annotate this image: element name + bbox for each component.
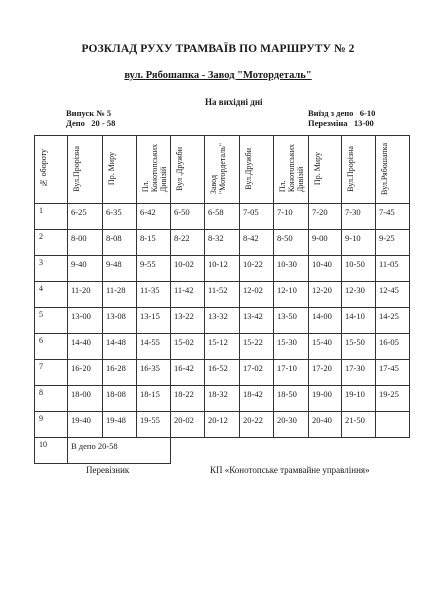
column-header-label: Вул.Дружби — [244, 147, 253, 190]
depot-return — [66, 118, 115, 128]
column-header-label: Пл. Конотопських Дивізій — [278, 144, 305, 193]
departure-time: 9-48 — [103, 256, 137, 282]
departure-time: 19-10 — [342, 386, 376, 412]
departure-time: 13-08 — [103, 308, 137, 334]
table-row — [35, 360, 410, 386]
departure-time: 17-30 — [342, 360, 376, 386]
departure-time: 16-35 — [137, 360, 171, 386]
departure-time: 18-15 — [137, 386, 171, 412]
departure-time: 10-02 — [171, 256, 205, 282]
departure-time: 11-42 — [171, 282, 205, 308]
departure-time: 10-30 — [274, 256, 309, 282]
departure-time: 16-52 — [205, 360, 240, 386]
shift-change — [308, 118, 375, 128]
release-number: Випуск № 5 — [66, 108, 112, 118]
table-row — [35, 256, 410, 282]
departure-time: 8-32 — [205, 230, 240, 256]
table-row — [35, 386, 410, 412]
column-header — [376, 136, 410, 204]
depot-time: 20 - 58 — [91, 118, 116, 128]
departure-time: 7-10 — [274, 204, 309, 230]
trip-number: 3 — [35, 256, 68, 282]
departure-time: 8-50 — [274, 230, 309, 256]
departure-time: 16-28 — [103, 360, 137, 386]
table-row — [35, 438, 410, 464]
column-header-label: Завод "Мотордеталь" — [209, 142, 227, 195]
departure-time: 19-48 — [103, 412, 137, 438]
column-header-label: Вул .Дружби — [175, 146, 184, 191]
departure-time: 17-45 — [376, 360, 410, 386]
departure-time: 18-32 — [205, 386, 240, 412]
exit-label: Виїзд з депо — [308, 108, 354, 118]
departure-time: 21-50 — [342, 412, 376, 438]
departure-time — [376, 412, 410, 438]
departure-time: 9-40 — [68, 256, 103, 282]
column-header-label: Вул.Прорізна — [72, 145, 81, 192]
trip-number: 7 — [35, 360, 68, 386]
departure-time: 16-20 — [68, 360, 103, 386]
trip-number: 2 — [35, 230, 68, 256]
departure-time: 18-42 — [240, 386, 274, 412]
departure-time: 9-10 — [342, 230, 376, 256]
trip-number: 1 — [35, 204, 68, 230]
departure-time: 7-30 — [342, 204, 376, 230]
departure-time: 10-22 — [240, 256, 274, 282]
departure-time: 13-42 — [240, 308, 274, 334]
column-header-label: Вул.Прорізна — [346, 145, 355, 192]
departure-time: 8-42 — [240, 230, 274, 256]
departure-time: 9-00 — [309, 230, 342, 256]
day-type: На вихідні дні — [205, 97, 263, 107]
depot-return-note: В депо 20-58 — [68, 438, 171, 464]
departure-time: 10-40 — [309, 256, 342, 282]
exit-from-depot — [308, 108, 375, 118]
trip-number: 8 — [35, 386, 68, 412]
departure-time: 20-12 — [205, 412, 240, 438]
departure-time: 6-50 — [171, 204, 205, 230]
departure-time: 18-50 — [274, 386, 309, 412]
departure-time: 11-05 — [376, 256, 410, 282]
departure-time: 20-40 — [309, 412, 342, 438]
departure-time: 13-22 — [171, 308, 205, 334]
column-header — [103, 136, 137, 204]
departure-time: 15-22 — [240, 334, 274, 360]
column-header-label: Пр. Миру — [107, 151, 116, 186]
departure-time: 16-42 — [171, 360, 205, 386]
table-row — [35, 282, 410, 308]
departure-time: 12-10 — [274, 282, 309, 308]
departure-time: 13-50 — [274, 308, 309, 334]
departure-time: 19-55 — [137, 412, 171, 438]
company-name: КП «Конотопське трамвайне управління» — [210, 465, 370, 475]
route-name-text: вул. Рябошапка - Завод "Мотордеталь" — [124, 70, 312, 81]
carrier-label: Перевізник — [86, 465, 130, 475]
column-header — [68, 136, 103, 204]
column-header — [171, 136, 205, 204]
departure-time: 20-02 — [171, 412, 205, 438]
departure-time: 7-45 — [376, 204, 410, 230]
table-row — [35, 230, 410, 256]
departure-time: 14-40 — [68, 334, 103, 360]
departure-time: 15-40 — [309, 334, 342, 360]
departure-time: 9-25 — [376, 230, 410, 256]
departure-time: 8-08 — [103, 230, 137, 256]
departure-time: 9-55 — [137, 256, 171, 282]
departure-time: 19-40 — [68, 412, 103, 438]
depot-label: Депо — [66, 118, 85, 128]
column-header-label: № обороту — [39, 149, 48, 188]
departure-time: 15-30 — [274, 334, 309, 360]
departure-time: 7-05 — [240, 204, 274, 230]
departure-time: 8-00 — [68, 230, 103, 256]
route-name — [0, 70, 436, 81]
departure-time: 11-28 — [103, 282, 137, 308]
column-header-label: Вул.Рябошапка — [380, 142, 389, 195]
departure-time: 14-48 — [103, 334, 137, 360]
departure-time: 20-22 — [240, 412, 274, 438]
exit-time: 6-10 — [359, 108, 376, 118]
departure-time: 8-15 — [137, 230, 171, 256]
column-header — [137, 136, 171, 204]
departure-time: 15-50 — [342, 334, 376, 360]
departure-time: 15-02 — [171, 334, 205, 360]
departure-time: 17-20 — [309, 360, 342, 386]
departure-time: 6-25 — [68, 204, 103, 230]
table-row — [35, 308, 410, 334]
departure-time: 6-35 — [103, 204, 137, 230]
trip-number: 5 — [35, 308, 68, 334]
departure-time: 6-42 — [137, 204, 171, 230]
departure-time: 11-20 — [68, 282, 103, 308]
departure-time: 14-10 — [342, 308, 376, 334]
departure-time: 12-20 — [309, 282, 342, 308]
shift-label: Перезміна — [308, 118, 348, 128]
departure-time: 17-10 — [274, 360, 309, 386]
departure-time: 13-00 — [68, 308, 103, 334]
schedule-table — [34, 135, 410, 464]
departure-time: 11-52 — [205, 282, 240, 308]
departure-time: 13-15 — [137, 308, 171, 334]
trip-number: 10 — [35, 438, 68, 464]
column-header-label: Пр. Миру — [313, 151, 322, 186]
shift-time: 13-00 — [353, 118, 374, 128]
departure-time: 15-12 — [205, 334, 240, 360]
departure-time: 8-22 — [171, 230, 205, 256]
release-info — [66, 108, 115, 128]
exit-info — [308, 108, 375, 128]
departure-time: 12-45 — [376, 282, 410, 308]
column-header — [240, 136, 274, 204]
departure-time: 14-55 — [137, 334, 171, 360]
column-header — [35, 136, 68, 204]
departure-time: 10-12 — [205, 256, 240, 282]
departure-time: 12-02 — [240, 282, 274, 308]
table-row — [35, 204, 410, 230]
departure-time: 10-50 — [342, 256, 376, 282]
departure-time: 12-30 — [342, 282, 376, 308]
trip-number: 6 — [35, 334, 68, 360]
column-header — [274, 136, 309, 204]
trip-number: 4 — [35, 282, 68, 308]
departure-time: 17-02 — [240, 360, 274, 386]
trip-number: 9 — [35, 412, 68, 438]
departure-time: 14-25 — [376, 308, 410, 334]
departure-time: 18-22 — [171, 386, 205, 412]
column-header — [309, 136, 342, 204]
table-row — [35, 334, 410, 360]
departure-time: 18-00 — [68, 386, 103, 412]
departure-time: 19-00 — [309, 386, 342, 412]
departure-time: 20-30 — [274, 412, 309, 438]
departure-time: 11-35 — [137, 282, 171, 308]
departure-time: 18-08 — [103, 386, 137, 412]
table-row — [35, 412, 410, 438]
column-header — [342, 136, 376, 204]
table-header-row — [35, 136, 410, 204]
departure-time: 19-25 — [376, 386, 410, 412]
departure-time: 14-00 — [309, 308, 342, 334]
column-header-label: Пл. Конотопських Дивізій — [141, 144, 168, 193]
departure-time: 13-32 — [205, 308, 240, 334]
departure-time: 16-05 — [376, 334, 410, 360]
departure-time: 6-58 — [205, 204, 240, 230]
column-header — [205, 136, 240, 204]
schedule-title: РОЗКЛАД РУХУ ТРАМВАЇВ ПО МАРШРУТУ № 2 — [81, 43, 355, 55]
departure-time: 7-20 — [309, 204, 342, 230]
